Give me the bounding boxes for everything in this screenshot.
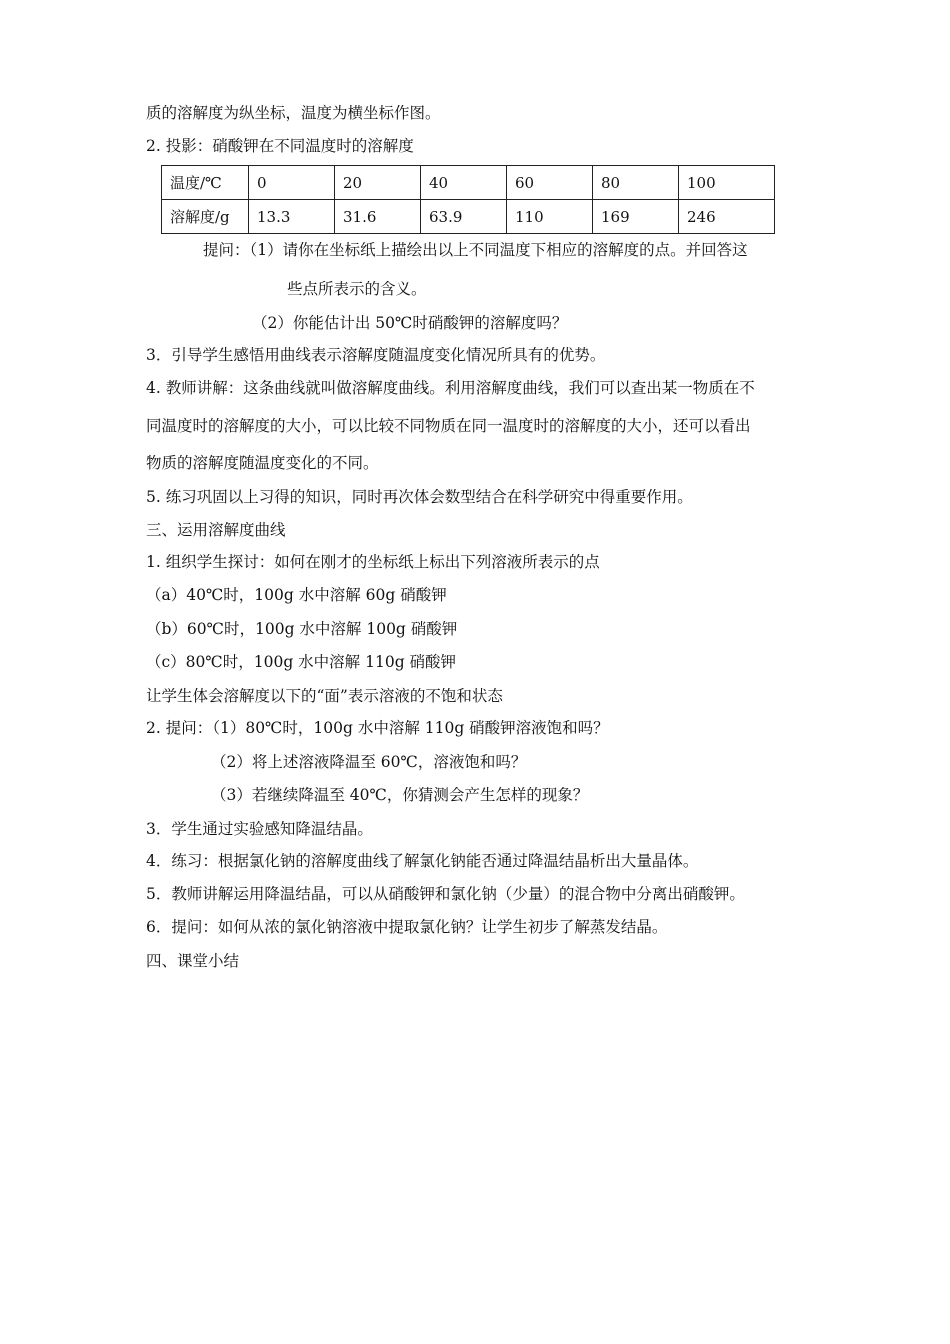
text-line-21: 4．练习：根据氯化钠的溶解度曲线了解氯化钠能否通过降温结晶析出大量晶体。: [146, 852, 699, 870]
table-cell: 80: [593, 166, 679, 200]
text-line-23: 6．提问：如何从浓的氯化钠溶液中提取氯化钠？让学生初步了解蒸发结晶。: [146, 918, 668, 936]
table-row: [162, 200, 775, 234]
table-cell: 31.6: [335, 200, 421, 234]
text-line-6: 3．引导学生感悟用曲线表示溶解度随温度变化情况所具有的优势。: [146, 346, 606, 364]
table-header-cell: 溶解度/g: [162, 200, 249, 234]
text-line-8: 同温度时的溶解度的大小，可以比较不同物质在同一温度时的溶解度的大小，还可以看出: [146, 417, 751, 435]
text-line-17: 2. 提问：（1）80℃时，100g 水中溶解 110g 硝酸钾溶液饱和吗？: [146, 719, 609, 737]
text-line-4: 些点所表示的含义。: [287, 280, 427, 298]
table-cell: 20: [335, 166, 421, 200]
text-line-12: 1. 组织学生探讨：如何在刚才的坐标纸上标出下列溶液所表示的点: [146, 553, 600, 571]
text-line-20: 3．学生通过实验感知降温结晶。: [146, 820, 373, 838]
table-row: [162, 166, 775, 200]
text-line-19: （3）若继续降温至 40℃，你猜测会产生怎样的现象？: [211, 786, 589, 804]
text-line-2: 2. 投影：硝酸钾在不同温度时的溶解度: [146, 137, 414, 155]
text-line-3: 提问：（1）请你在坐标纸上描绘出以上不同温度下相应的溶解度的点。并回答这: [203, 241, 748, 259]
table-header-cell: 温度/℃: [162, 166, 249, 200]
text-line-14: （b）60℃时，100g 水中溶解 100g 硝酸钾: [146, 620, 458, 638]
solubility-table: [161, 165, 775, 234]
table-cell: 100: [679, 166, 775, 200]
text-line-15: （c）80℃时，100g 水中溶解 110g 硝酸钾: [146, 653, 457, 671]
table-cell: 169: [593, 200, 679, 234]
text-line-22: 5．教师讲解运用降温结晶，可以从硝酸钾和氯化钠（少量）的混合物中分离出硝酸钾。: [146, 885, 745, 903]
text-line-10: 5. 练习巩固以上习得的知识，同时再次体会数型结合在科学研究中得重要作用。: [146, 488, 693, 506]
section-heading-4: 四、课堂小结: [146, 952, 240, 970]
section-heading-3: 三、运用溶解度曲线: [146, 521, 286, 539]
table-cell: 110: [507, 200, 593, 234]
text-line-9: 物质的溶解度随温度变化的不同。: [146, 454, 379, 472]
table-cell: 0: [249, 166, 335, 200]
table-cell: 60: [507, 166, 593, 200]
text-line-18: （2）将上述溶液降温至 60℃，溶液饱和吗？: [211, 753, 527, 771]
text-line-1: 质的溶解度为纵坐标，温度为横坐标作图。: [146, 104, 441, 122]
table-cell: 246: [679, 200, 775, 234]
table-cell: 40: [421, 166, 507, 200]
text-line-16: 让学生体会溶解度以下的“面”表示溶液的不饱和状态: [146, 687, 503, 705]
text-line-5: （2）你能估计出 50℃时硝酸钾的溶解度吗？: [252, 314, 568, 332]
table-cell: 13.3: [249, 200, 335, 234]
text-line-7: 4. 教师讲解：这条曲线就叫做溶解度曲线。利用溶解度曲线，我们可以查出某一物质在不: [146, 379, 755, 397]
text-line-13: （a）40℃时，100g 水中溶解 60g 硝酸钾: [146, 586, 447, 604]
table-cell: 63.9: [421, 200, 507, 234]
